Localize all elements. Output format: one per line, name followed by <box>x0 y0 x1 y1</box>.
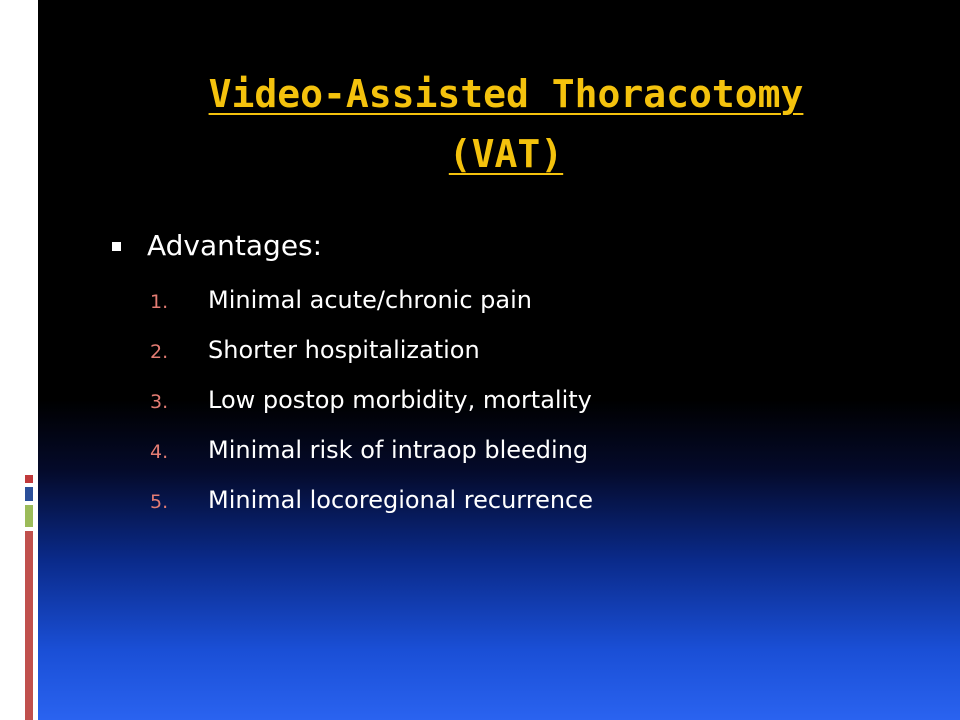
list-item-number: 3. <box>150 391 169 413</box>
slide-title-line2: (VAT) <box>448 132 564 176</box>
list-item-number: 5. <box>150 491 169 513</box>
list-item-text: Shorter hospitalization <box>208 336 480 364</box>
bullet-label: Advantages: <box>147 229 323 262</box>
square-bullet-icon <box>112 242 121 251</box>
bullet-advantages <box>112 226 322 266</box>
accent-stripe-blue <box>25 487 33 501</box>
accent-stripe-red-long <box>25 531 33 720</box>
list-item <box>150 430 593 480</box>
list-item-number: 2. <box>150 341 169 363</box>
accent-stripe-green <box>25 505 33 527</box>
slide-title <box>100 64 912 184</box>
list-item <box>150 480 593 530</box>
advantages-list <box>150 280 593 530</box>
list-item <box>150 330 593 380</box>
accent-stripe-white <box>34 475 36 720</box>
list-item-text: Minimal risk of intraop bleeding <box>208 436 589 464</box>
slide-title-line1: Video-Assisted Thoracotomy <box>208 72 804 116</box>
list-item-number: 1. <box>150 291 169 313</box>
list-item-text: Minimal acute/chronic pain <box>208 286 532 314</box>
accent-stripe-red <box>25 475 33 483</box>
list-item <box>150 380 593 430</box>
list-item-text: Minimal locoregional recurrence <box>208 486 594 514</box>
list-item-text: Low postop morbidity, mortality <box>208 386 592 414</box>
list-item-number: 4. <box>150 441 169 463</box>
list-item <box>150 280 593 330</box>
